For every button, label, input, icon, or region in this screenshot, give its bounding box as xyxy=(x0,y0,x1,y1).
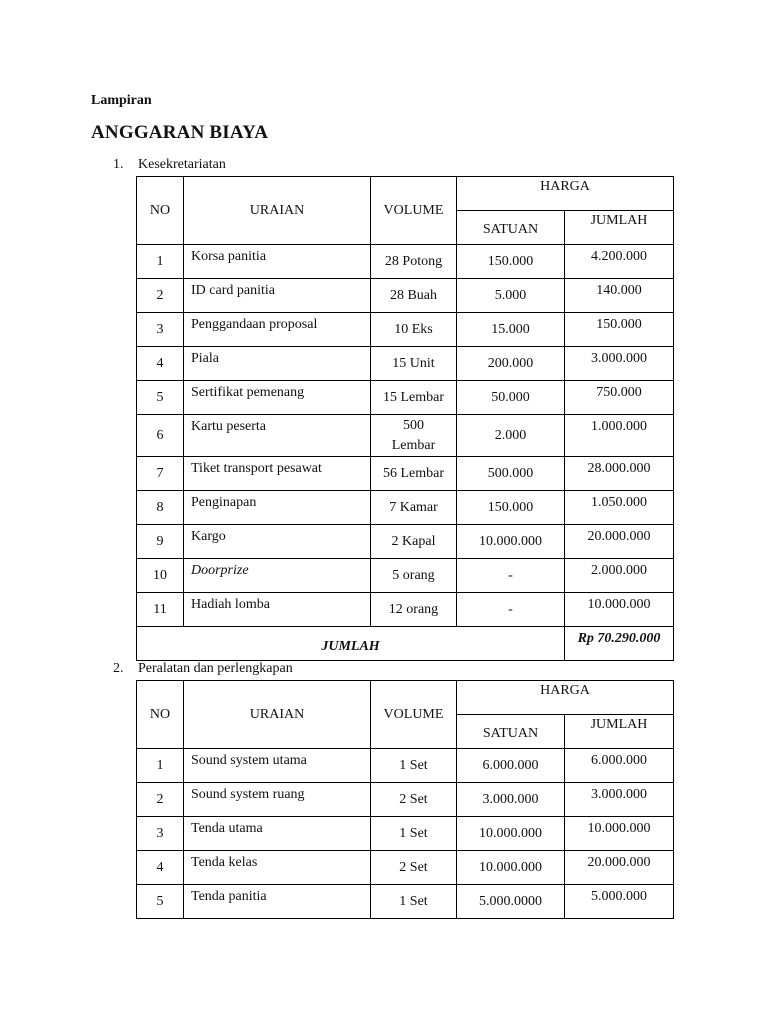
row-no: 10 xyxy=(137,559,184,593)
row-uraian: Doorprize xyxy=(184,559,371,593)
lampiran-label: Lampiran xyxy=(91,93,152,108)
row-satuan: - xyxy=(457,593,565,627)
header-harga: HARGA xyxy=(457,681,674,715)
header-volume: VOLUME xyxy=(371,177,457,245)
row-satuan: 10.000.000 xyxy=(457,817,565,851)
header-harga: HARGA xyxy=(457,177,674,211)
row-uraian: Penginapan xyxy=(184,491,371,525)
row-volume: 15 Lembar xyxy=(371,381,457,415)
table-row xyxy=(137,851,674,885)
row-uraian: Sertifikat pemenang xyxy=(184,381,371,415)
header-jumlah: JUMLAH xyxy=(565,211,674,245)
row-jumlah: 20.000.000 xyxy=(565,851,674,885)
row-uraian: Kartu peserta xyxy=(184,415,371,457)
row-jumlah: 150.000 xyxy=(565,313,674,347)
table-row xyxy=(137,559,674,593)
header-volume: VOLUME xyxy=(371,681,457,749)
row-jumlah: 140.000 xyxy=(565,279,674,313)
row-uraian: Sound system ruang xyxy=(184,783,371,817)
section-2-heading xyxy=(113,661,293,677)
section-number: 2. xyxy=(113,661,124,676)
section-title: Peralatan dan perlengkapan xyxy=(138,661,293,676)
row-jumlah: 28.000.000 xyxy=(565,457,674,491)
row-satuan: 500.000 xyxy=(457,457,565,491)
row-no: 9 xyxy=(137,525,184,559)
row-volume: 2 Set xyxy=(371,783,457,817)
table-row xyxy=(137,415,674,457)
row-uraian: Tenda utama xyxy=(184,817,371,851)
row-uraian: ID card panitia xyxy=(184,279,371,313)
volume-line: Lembar xyxy=(391,437,436,453)
row-satuan: 15.000 xyxy=(457,313,565,347)
row-jumlah: 3.000.000 xyxy=(565,783,674,817)
row-satuan: 150.000 xyxy=(457,491,565,525)
row-satuan: 10.000.000 xyxy=(457,525,565,559)
total-row xyxy=(137,627,674,661)
table-row xyxy=(137,749,674,783)
row-volume: 15 Unit xyxy=(371,347,457,381)
row-volume: 2 Set xyxy=(371,851,457,885)
table-row xyxy=(137,525,674,559)
row-no: 4 xyxy=(137,851,184,885)
table-row xyxy=(137,783,674,817)
row-satuan: 5.000.0000 xyxy=(457,885,565,919)
section-title: Kesekretariatan xyxy=(138,157,226,172)
table-row xyxy=(137,817,674,851)
row-uraian: Tenda panitia xyxy=(184,885,371,919)
row-satuan: 150.000 xyxy=(457,245,565,279)
row-volume: 56 Lembar xyxy=(371,457,457,491)
header-satuan: SATUAN xyxy=(457,715,565,749)
section-1-heading xyxy=(113,157,226,173)
row-uraian: Korsa panitia xyxy=(184,245,371,279)
row-no: 5 xyxy=(137,381,184,415)
row-satuan: 5.000 xyxy=(457,279,565,313)
row-jumlah: 6.000.000 xyxy=(565,749,674,783)
row-volume: 7 Kamar xyxy=(371,491,457,525)
row-no: 3 xyxy=(137,817,184,851)
row-jumlah: 1.050.000 xyxy=(565,491,674,525)
row-jumlah: 3.000.000 xyxy=(565,347,674,381)
row-no: 3 xyxy=(137,313,184,347)
table-row xyxy=(137,279,674,313)
row-uraian: Penggandaan proposal xyxy=(184,313,371,347)
table-row xyxy=(137,593,674,627)
row-uraian: Sound system utama xyxy=(184,749,371,783)
row-volume: 12 orang xyxy=(371,593,457,627)
row-no: 11 xyxy=(137,593,184,627)
row-volume: 5 orang xyxy=(371,559,457,593)
row-satuan: 2.000 xyxy=(457,415,565,457)
budget-table-kesekretariatan xyxy=(136,176,674,661)
row-satuan: 50.000 xyxy=(457,381,565,415)
row-no: 2 xyxy=(137,279,184,313)
row-uraian: Piala xyxy=(184,347,371,381)
row-uraian: Tiket transport pesawat xyxy=(184,457,371,491)
row-no: 4 xyxy=(137,347,184,381)
row-satuan: 6.000.000 xyxy=(457,749,565,783)
row-no: 2 xyxy=(137,783,184,817)
budget-table-peralatan xyxy=(136,680,674,919)
row-no: 7 xyxy=(137,457,184,491)
row-uraian: Kargo xyxy=(184,525,371,559)
header-no: NO xyxy=(137,681,184,749)
volume-line: 500 xyxy=(403,417,424,433)
table-row xyxy=(137,381,674,415)
table-row xyxy=(137,491,674,525)
row-jumlah: 10.000.000 xyxy=(565,593,674,627)
total-label: JUMLAH xyxy=(137,627,565,661)
header-jumlah: JUMLAH xyxy=(565,715,674,749)
row-volume: 1 Set xyxy=(371,749,457,783)
document-title: ANGGARAN BIAYA xyxy=(91,122,269,143)
row-volume xyxy=(371,415,457,457)
row-satuan: - xyxy=(457,559,565,593)
row-jumlah: 1.000.000 xyxy=(565,415,674,457)
row-no: 1 xyxy=(137,749,184,783)
row-uraian: Hadiah lomba xyxy=(184,593,371,627)
section-number: 1. xyxy=(113,157,124,172)
row-jumlah: 2.000.000 xyxy=(565,559,674,593)
row-satuan: 10.000.000 xyxy=(457,851,565,885)
row-no: 1 xyxy=(137,245,184,279)
header-uraian: URAIAN xyxy=(184,681,371,749)
row-volume: 10 Eks xyxy=(371,313,457,347)
total-value: Rp 70.290.000 xyxy=(565,627,674,661)
header-uraian: URAIAN xyxy=(184,177,371,245)
table-row xyxy=(137,347,674,381)
header-satuan: SATUAN xyxy=(457,211,565,245)
row-jumlah: 20.000.000 xyxy=(565,525,674,559)
table-row xyxy=(137,457,674,491)
row-volume: 28 Potong xyxy=(371,245,457,279)
row-jumlah: 10.000.000 xyxy=(565,817,674,851)
row-jumlah: 4.200.000 xyxy=(565,245,674,279)
row-volume: 28 Buah xyxy=(371,279,457,313)
row-volume: 1 Set xyxy=(371,885,457,919)
table-row xyxy=(137,245,674,279)
row-volume: 1 Set xyxy=(371,817,457,851)
row-satuan: 3.000.000 xyxy=(457,783,565,817)
row-satuan: 200.000 xyxy=(457,347,565,381)
row-jumlah: 5.000.000 xyxy=(565,885,674,919)
row-no: 5 xyxy=(137,885,184,919)
table-row xyxy=(137,313,674,347)
row-no: 6 xyxy=(137,415,184,457)
row-jumlah: 750.000 xyxy=(565,381,674,415)
header-no: NO xyxy=(137,177,184,245)
table-row xyxy=(137,885,674,919)
row-no: 8 xyxy=(137,491,184,525)
row-volume: 2 Kapal xyxy=(371,525,457,559)
row-uraian: Tenda kelas xyxy=(184,851,371,885)
